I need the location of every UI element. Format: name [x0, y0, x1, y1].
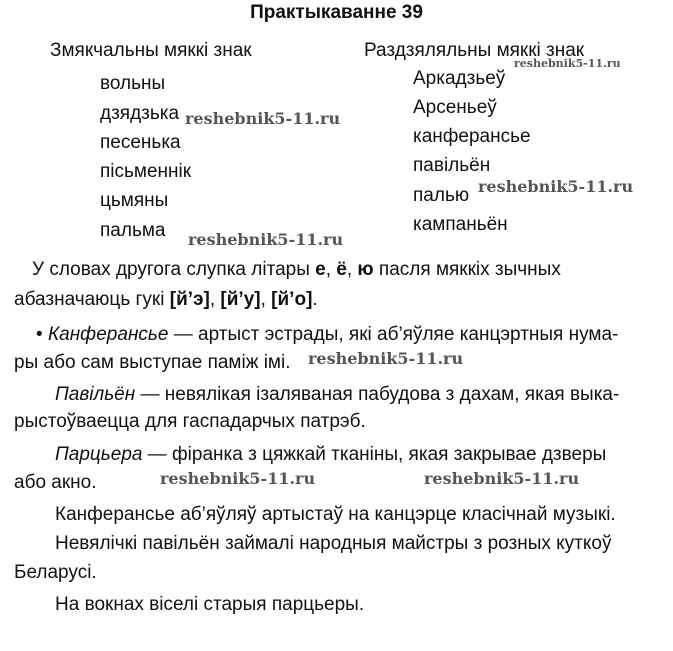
left-column-heading: Змякчальны мяккі знак [50, 40, 252, 61]
sentence-1: Канферансье аб’яўляў артыстаў на канцэрце класічнай музыкі. [55, 504, 616, 525]
sound-2: [й’у] [220, 289, 261, 310]
watermark: reshebnik5-11.ru [424, 469, 580, 488]
watermark: reshebnik5-11.ru [514, 57, 621, 70]
right-word: палью [413, 185, 470, 206]
definition-2-line-1: Павільён — невялікая ізаляваная пабудова з дахам, якая выка- [55, 384, 620, 405]
right-column-heading: Раздзяляльны мяккі знак [364, 40, 585, 61]
watermark: reshebnik5-11.ru [478, 177, 634, 196]
right-word: Аркадзьеў [413, 68, 506, 89]
rule-line-2: абазначаюць гукі [й’э], [й’у], [й’о]. [14, 289, 318, 310]
sound-1: [й’э] [169, 289, 210, 310]
definition-1-line-2: ры або сам выступае паміж імі. [14, 352, 291, 373]
definition-2-line-2: рыстоўваецца для гаспадарчых патрэб. [14, 411, 366, 432]
letter-yo: ё [336, 259, 347, 280]
right-word: кампаньён [413, 214, 508, 235]
left-word: цьмяны [100, 190, 169, 211]
watermark: reshebnik5-11.ru [188, 230, 344, 249]
sentence-2-line-1: Невялічкі павільён займалі народныя майстры з розных куткоў [55, 533, 612, 554]
exercise-title: Практыкаванне 39 [250, 2, 423, 23]
definition-3-line-1: Парцьера — фіранка з цяжкай тканіны, якая закрывае дзверы [55, 444, 607, 465]
letter-yu: ю [357, 259, 374, 280]
right-word: павільён [413, 155, 491, 176]
bullet: • [36, 324, 43, 345]
term: Канферансье [47, 324, 169, 345]
term: Павільён [55, 384, 136, 405]
sound-3: [й’о] [271, 289, 313, 310]
definition-3-line-2: або акно. [14, 472, 97, 493]
rule-line-1: У словах другога слупка літары е, ё, ю пасля мяккіх зычных [32, 259, 561, 280]
letter-e: е [315, 259, 326, 280]
left-word: песенька [100, 132, 181, 153]
left-word: дзядзька [100, 103, 180, 124]
left-word: пальма [100, 220, 166, 241]
definition-1-line-1: • Канферансье — артыст эстрады, які аб’яўляе канцэртныя нума- [36, 324, 619, 345]
sentence-2-line-2: Беларусі. [14, 562, 97, 583]
right-word: Арсеньеў [413, 97, 497, 118]
term: Парцьера [55, 444, 143, 465]
sentence-3: На вокнах віселі старыя парцьеры. [55, 594, 365, 615]
watermark: reshebnik5-11.ru [185, 109, 341, 128]
right-word: канферансье [413, 126, 531, 147]
watermark: reshebnik5-11.ru [160, 469, 316, 488]
left-word: пісьменнік [100, 161, 192, 182]
left-word: вольны [100, 73, 166, 94]
watermark: reshebnik5-11.ru [308, 349, 464, 368]
